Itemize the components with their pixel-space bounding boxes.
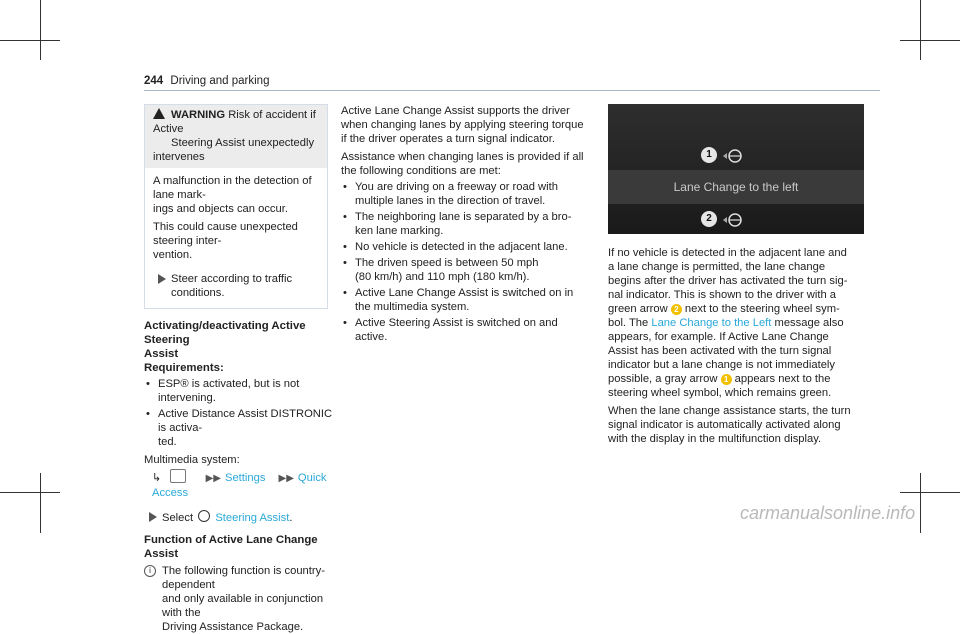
activation-section (144, 319, 334, 634)
list-item: • Active Lane Change Assist is switched on in the multimedia system. (355, 286, 591, 314)
activation-heading: Activating/deactivating Active Steering Assist (144, 320, 306, 360)
warning-label: WARNING (171, 109, 226, 121)
page-number: 244 (144, 75, 164, 87)
info-icon: i (144, 565, 156, 577)
requirements-list (144, 377, 334, 449)
list-item: • The driven speed is between 50 mph (80 km/h) and 110 mph (180 km/h). (355, 256, 591, 284)
assistance-paragraph: When the lane change assistance starts, the turn signal indicator is automatically activated along with the display in the multifunction display. (608, 405, 851, 445)
crop-mark (40, 473, 41, 533)
header-rule (144, 90, 880, 91)
left-column (144, 104, 334, 634)
warning-title-2: Steering Assist unexpectedly intervenes (153, 137, 315, 163)
function-note: i The following function is country-dependent and only available in conjunction with the Driving Assistance Package. (144, 564, 334, 634)
list-item: • ESP® is activated, but is not intervening. (158, 377, 334, 405)
requirements-label: Requirements: (144, 362, 224, 374)
menu-settings[interactable]: Settings (224, 472, 266, 484)
list-item: • Active Steering Assist is switched on and active. (355, 316, 591, 344)
list-item: • Active Distance Assist DISTRONIC is activa- ted. (158, 407, 334, 449)
conditions-list (341, 180, 591, 344)
description-paragraph: If no vehicle is detected in the adjacent lane and a lane change is permitted, the lane change begins after the driver has activated the turn sig- nal indicator. This is shown to the driver with a green arrow 2 next to the steering wheel sym- bol. The Lane Change to the Left message also appears, for example. If Active Lane Change Assist has been activated with the turn signal indicator but a lane change is not immediately possible, a gray arrow 1 appears next to the steering wheel symbol, which remains green. (608, 247, 848, 399)
steering-wheel-icon (198, 510, 210, 522)
crop-mark (900, 40, 960, 41)
watermark: carmanualsonline.info (740, 503, 916, 523)
right-column (608, 246, 868, 446)
steering-assist-link[interactable]: Steering Assist (215, 512, 290, 524)
crop-mark (40, 0, 41, 60)
intro-paragraph: Active Lane Change Assist supports the driver when changing lanes by applying steering torque if the driver operates a turn signal indicator. (341, 105, 584, 145)
path-arrow-icon: ↳ (152, 472, 162, 484)
step-arrow-icon (149, 512, 157, 522)
crop-mark (0, 40, 60, 41)
steering-wheel-icon (720, 212, 742, 228)
section-title: Driving and parking (170, 75, 270, 87)
list-item: • The neighboring lane is separated by a bro- ken lane marking. (355, 210, 591, 238)
steering-wheel-icon (720, 148, 742, 164)
warning-header (145, 105, 327, 168)
chevron-icon: ▶▶ (278, 473, 294, 484)
warning-body (145, 168, 327, 308)
warning-icon (153, 108, 165, 119)
warning-text-1: A malfunction in the detection of lane mark- ings and objects can occur. (153, 175, 312, 215)
warning-title-1: Risk of accident if Active (153, 109, 316, 135)
badge-2: 2 (671, 304, 682, 315)
crop-mark (900, 492, 960, 493)
middle-column (341, 104, 591, 346)
badge-2: 2 (701, 211, 717, 227)
page-header (144, 74, 269, 88)
conditions-paragraph: Assistance when changing lanes is provided if all the following conditions are met: (341, 151, 584, 177)
multimedia-label: Multimedia system: (144, 454, 240, 466)
lane-change-link[interactable]: Lane Change to the Left (651, 317, 772, 329)
display-illustration (608, 104, 864, 234)
list-item: • You are driving on a freeway or road with multiple lanes in the direction of travel. (355, 180, 591, 208)
crop-mark (920, 473, 921, 533)
step-arrow-icon (158, 274, 166, 284)
badge-1: 1 (701, 147, 717, 163)
chevron-icon: ▶▶ (205, 473, 221, 484)
warning-box (144, 104, 328, 309)
crop-mark (0, 492, 60, 493)
menu-quick-access[interactable]: Quick Access (152, 472, 327, 499)
list-item: • No vehicle is detected in the adjacent lane. (355, 240, 591, 254)
crop-mark (920, 0, 921, 60)
warning-action: Steer according to traffic conditions. (153, 272, 319, 300)
lane-change-message: Lane Change to the left (673, 180, 799, 194)
select-step: Select Steering Assist. (144, 510, 334, 525)
function-heading: Function of Active Lane Change Assist (144, 534, 318, 560)
badge-1: 1 (721, 374, 732, 385)
menu-path (144, 469, 334, 500)
warning-text-2: This could cause unexpected steering inter- vention. (153, 221, 298, 261)
home-icon (170, 469, 186, 483)
